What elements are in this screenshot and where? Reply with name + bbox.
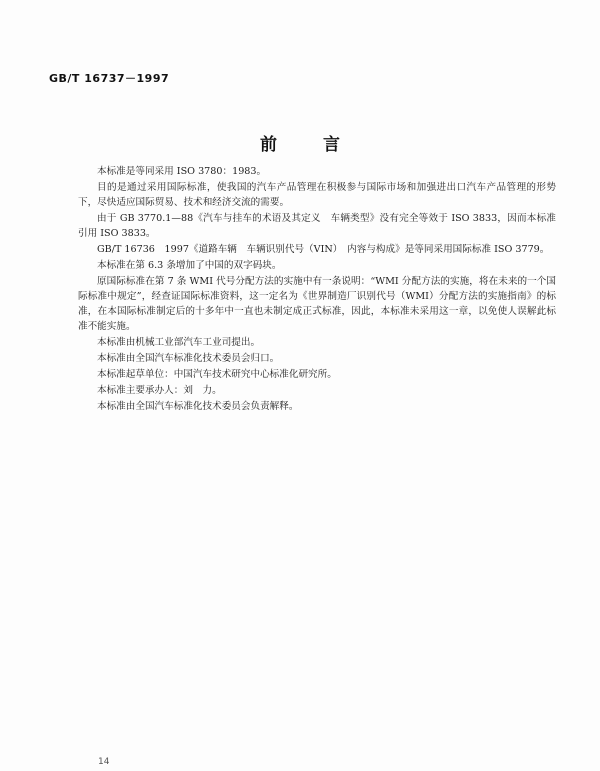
- paragraph: 由于 GB 3770.1—88《汽车与挂车的术语及其定义 车辆类型》没有完全等效于 ISO 3833，因而本标准引用 ISO 3833。: [78, 213, 556, 239]
- page-title: [0, 130, 600, 155]
- title-char-2: 言: [323, 135, 340, 155]
- paragraph: 本标准起草单位：中国汽车技术研究中心标准化研究所。: [97, 369, 337, 380]
- paragraph: 本标准主要承办人：刘 力。: [97, 385, 222, 396]
- title-char-1: 前: [260, 135, 277, 155]
- paragraph: 本标准是等同采用 ISO 3780：1983。: [97, 166, 267, 177]
- page-number: 14: [98, 757, 110, 767]
- paragraph: GB/T 16736 1997《道路车辆 车辆识别代号（VIN） 内容与构成》是等同采用国际标准 ISO 3779。: [97, 244, 550, 255]
- paragraph: 目的是通过采用国际标准，使我国的汽车产品管理在积极参与国际市场和加强进出口汽车产品管理的形势下，尽快适应国际贸易、技术和经济交流的需要。: [78, 182, 556, 208]
- paragraph: 本标准由机械工业部汽车工业司提出。: [97, 337, 261, 348]
- foreword-body: [78, 164, 556, 415]
- paragraph: 本标准由全国汽车标准化技术委员会负责解释。: [97, 401, 299, 412]
- paragraph: 原国际标准在第 7 条 WMI 代号分配方法的实施中有一条说明：“WMI 分配方法的实施，将在未来的一个国际标准中规定”，经查证国际标准资料，这一定名为《世界制造厂识别代号（WMI）分配方法的实施指南》的标准，在本国际标准制定后的十多年中一直也未制定成正式标准，因此，本标准未采用这一章，以免使人误解此标准不能实施。: [78, 276, 556, 332]
- paragraph: 本标准由全国汽车标准化技术委员会归口。: [97, 353, 280, 364]
- standard-code: GB/T 16737－1997: [49, 72, 170, 85]
- paragraph: 本标准在第 6.3 条增加了中国的双字码块。: [97, 260, 282, 271]
